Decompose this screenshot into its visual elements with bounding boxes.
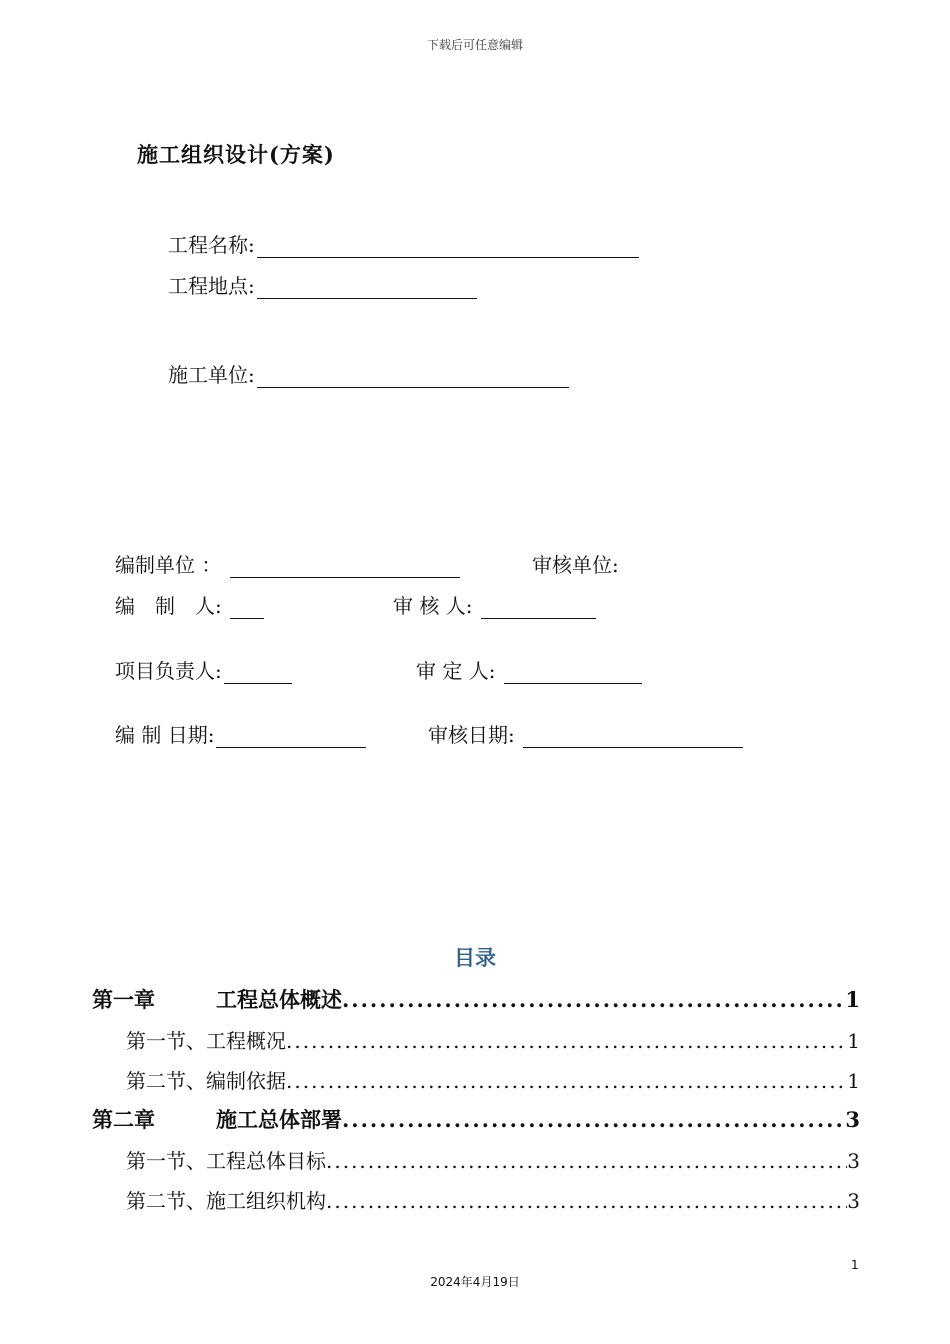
toc-entry-section-1-2[interactable]	[126, 1065, 860, 1094]
toc-entry-text: 工程总体概述	[216, 987, 342, 1012]
compile-unit-label: 编制单位 ：	[115, 553, 222, 577]
toc-dot-leader	[326, 1189, 847, 1213]
review-unit-label: 审核单位:	[532, 553, 619, 577]
compiler-label: 编 制 人:	[115, 594, 222, 618]
review-date-label: 审核日期:	[428, 723, 515, 747]
toc-dot-leader	[286, 1029, 847, 1053]
toc-page-number: 1	[847, 1069, 860, 1093]
footer-date: 2024年4月19日	[430, 1275, 520, 1289]
toc-dot-leader	[326, 1149, 847, 1173]
toc-page-number: 1	[847, 1029, 860, 1053]
compile-date-field	[115, 719, 366, 748]
project-location-field	[168, 270, 477, 299]
toc-chapter-number: 第二章	[92, 1107, 155, 1132]
toc-entry-text: 第二节、施工组织机构	[126, 1189, 326, 1213]
page-number: 1	[851, 1258, 859, 1272]
project-location-blank[interactable]	[257, 274, 477, 299]
compiler-field	[115, 590, 264, 619]
approver-label: 审 定 人:	[416, 659, 496, 683]
compile-unit-blank[interactable]	[230, 553, 460, 578]
reviewer-blank[interactable]	[481, 594, 596, 619]
review-date-field	[428, 719, 743, 748]
toc-page-number: 3	[847, 1189, 860, 1213]
compile-date-blank[interactable]	[216, 723, 366, 748]
toc-entry-chapter-1[interactable]	[92, 984, 860, 1014]
toc-page-number: 1	[845, 987, 860, 1012]
construction-unit-field	[168, 359, 569, 388]
project-location-label: 工程地点:	[168, 274, 255, 298]
toc-entry-section-1-1[interactable]	[126, 1025, 860, 1054]
toc-entry-text: 施工总体部署	[216, 1107, 342, 1132]
toc-dot-leader	[286, 1069, 847, 1093]
header-note: 下载后可任意编辑	[426, 38, 523, 52]
toc-dot-leader	[342, 987, 845, 1012]
approver-blank[interactable]	[504, 659, 642, 684]
compiler-blank[interactable]	[230, 594, 264, 619]
toc-dot-leader	[342, 1107, 845, 1132]
toc-entry-section-2-2[interactable]	[126, 1185, 860, 1214]
toc-title: 目录	[454, 945, 496, 970]
toc-page-number: 3	[845, 1107, 860, 1132]
compile-unit-field	[115, 549, 460, 578]
toc-entry-text: 第一节、工程概况	[126, 1029, 286, 1053]
toc-page-number: 3	[847, 1149, 860, 1173]
review-date-blank[interactable]	[523, 723, 743, 748]
compile-date-label: 编 制 日期:	[115, 723, 215, 747]
document-title: 施工组织设计(方案)	[137, 142, 335, 167]
approver-field	[416, 655, 642, 684]
toc-chapter-number: 第一章	[92, 987, 155, 1012]
construction-unit-label: 施工单位:	[168, 363, 255, 387]
project-name-field	[168, 229, 639, 258]
reviewer-field	[393, 590, 596, 619]
toc-entry-text: 第一节、工程总体目标	[126, 1149, 326, 1173]
reviewer-label: 审 核 人:	[393, 594, 473, 618]
toc-entry-text: 第二节、编制依据	[126, 1069, 286, 1093]
project-name-blank[interactable]	[257, 233, 639, 258]
construction-unit-blank[interactable]	[257, 363, 569, 388]
project-name-label: 工程名称:	[168, 233, 255, 257]
project-lead-label: 项目负责人:	[115, 659, 222, 683]
review-unit-field	[532, 549, 619, 578]
project-lead-field	[115, 655, 292, 684]
toc-entry-chapter-2[interactable]	[92, 1104, 860, 1134]
project-lead-blank[interactable]	[224, 659, 292, 684]
toc-entry-section-2-1[interactable]	[126, 1145, 860, 1174]
